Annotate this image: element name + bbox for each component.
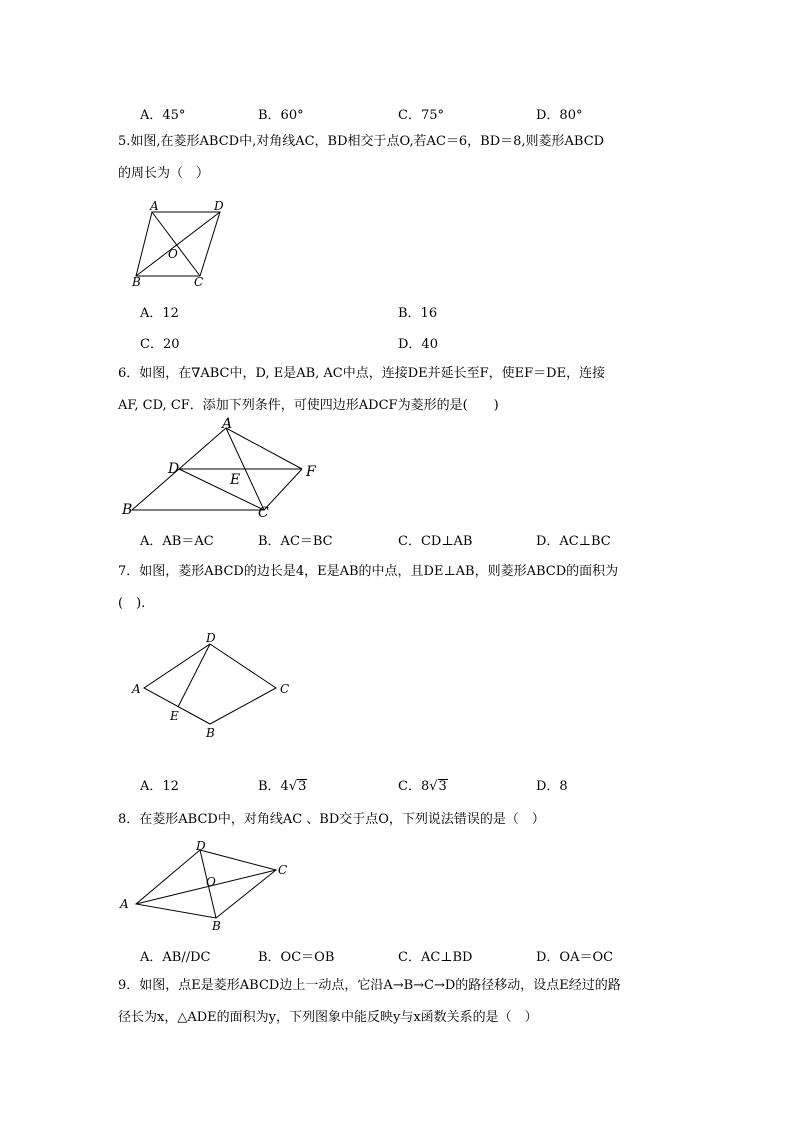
q9-stem-line1: 9．如图，点E是菱形ABCD边上一动点，它沿A→B→C→D的路径移动，设点E经过的路 <box>118 978 621 993</box>
q6-label-a: A <box>222 416 233 432</box>
q5-stem-line1: 5.如图,在菱形ABCD中,对角线AC，BD相交于点O,若AC＝6，BD＝8,则菱形ABCD <box>118 134 605 149</box>
q7-label-b: B <box>206 726 215 740</box>
q5-label-o: O <box>168 247 178 261</box>
q7-stem-line2: ( ). <box>118 596 146 611</box>
q8-label-a: A <box>120 897 129 911</box>
q6-label-d: D <box>168 461 180 477</box>
q7-option-b-text: B．4 <box>258 779 289 794</box>
q6-label-f: F <box>306 464 316 480</box>
q7-option-c-text: C．8 <box>398 779 430 794</box>
q8-option-a: A．AB//DC <box>140 950 211 965</box>
q5-diagonal-ac <box>152 212 200 276</box>
q7-rhombus-figure <box>126 632 298 742</box>
q7-label-e: E <box>170 709 179 723</box>
q7-rhombus-outline <box>144 644 276 724</box>
q8-stem-line1: 8．在菱形ABCD中，对角线AC 、BD交于点O，下列说法错误的是（ ） <box>118 812 545 827</box>
q5-label-c: C <box>194 275 204 289</box>
q6-option-a: A．AB＝AC <box>140 534 214 549</box>
q5-stem-line2: 的周长为（ ） <box>118 166 210 181</box>
q4-option-d: D．80° <box>536 108 583 123</box>
q7-label-d: D <box>206 632 216 645</box>
q7-option-c: C．8√3 <box>398 779 447 794</box>
q7-option-b: B．4√3 <box>258 779 307 794</box>
q6-label-c: C <box>258 505 269 521</box>
q6-option-c: C．CD⊥AB <box>398 534 473 549</box>
q5-label-b: B <box>132 275 141 289</box>
q5-option-d: D．40 <box>398 337 438 352</box>
q6-triangle-figure <box>118 414 330 522</box>
q4-option-b: B．60° <box>258 108 304 123</box>
q7-stem-line1: 7．如图，菱形ABCD的边长是4，E是AB的中点，且DE⊥AB，则菱形ABCD的面积为 <box>118 564 619 579</box>
q7-option-a: A．12 <box>140 779 179 794</box>
q4-option-c: C．75° <box>398 108 444 123</box>
q6-stem-line2: AF, CD, CF．添加下列条件，可使四边形ADCF为菱形的是( ) <box>118 398 499 413</box>
q8-label-d: D <box>196 839 206 853</box>
q5-option-c: C．20 <box>140 337 180 352</box>
q7-option-c-radicand: 3 <box>438 779 447 794</box>
q6-segment-cf <box>264 469 302 510</box>
q6-segment-af <box>226 428 302 469</box>
q5-label-d: D <box>214 199 224 213</box>
q8-label-b: B <box>212 919 221 933</box>
q6-option-b: B．AC＝BC <box>258 534 333 549</box>
q6-label-b: B <box>122 502 133 518</box>
q7-segment-de <box>178 644 210 707</box>
q8-rhombus-figure <box>116 836 300 936</box>
q5-diagonal-bd <box>136 212 220 276</box>
q8-label-o: O <box>206 875 216 889</box>
q8-option-b: B．OC＝OB <box>258 950 335 965</box>
q5-option-a: A．12 <box>140 306 179 321</box>
q8-option-d: D．OA＝OC <box>536 950 614 965</box>
q8-option-c: C．AC⊥BD <box>398 950 473 965</box>
q8-label-c: C <box>278 863 288 877</box>
q6-option-d: D．AC⊥BC <box>536 534 611 549</box>
q5-rhombus-figure <box>128 198 240 290</box>
q7-option-d: D．8 <box>536 779 568 794</box>
q5-label-a: A <box>150 199 159 213</box>
q6-label-e: E <box>230 472 241 488</box>
q7-label-c: C <box>280 682 290 696</box>
q9-stem-line2: 径长为x，△ADE的面积为y，下列图象中能反映y与x函数关系的是（ ） <box>118 1010 538 1025</box>
q6-stem-line1: 6．如图，在∇ABC中，D, E是AB, AC中点，连接DE并延长至F，使EF＝DE，连接 <box>118 366 606 381</box>
q4-option-a: A．45° <box>140 108 186 123</box>
q6-segment-cd <box>179 469 264 510</box>
q5-option-b: B．16 <box>398 306 438 321</box>
q7-label-a: A <box>132 682 141 696</box>
q7-option-b-radicand: 3 <box>298 779 307 794</box>
